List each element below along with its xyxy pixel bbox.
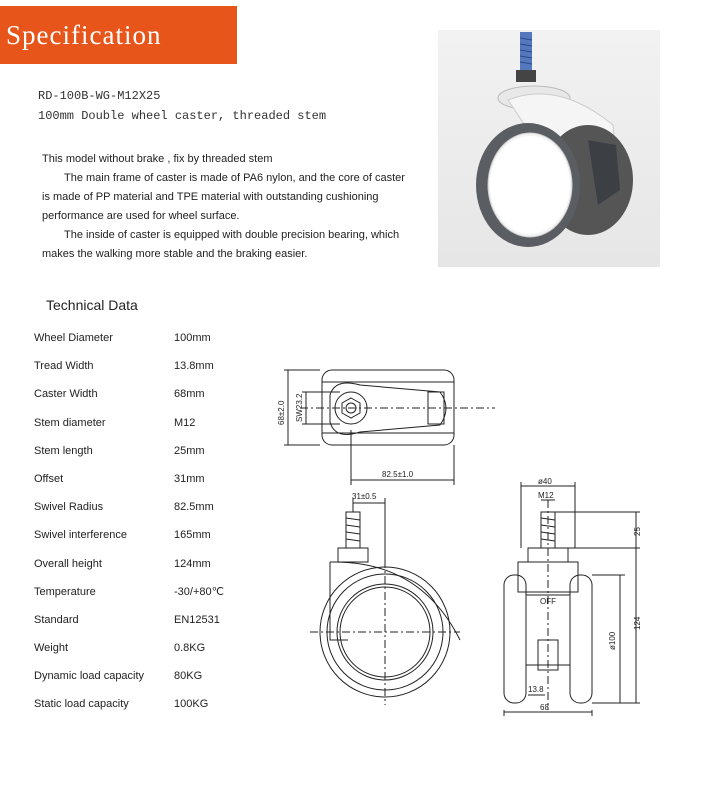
spec-value: M12 [174,416,196,429]
dim-stem-length: 25 [633,527,642,536]
dim-caster-width: 68±2.0 [277,400,286,425]
front-view-drawing [504,482,640,716]
spec-value: -30/+80℃ [174,585,224,598]
spec-label: Wheel Diameter [34,332,113,344]
model-code: RD-100B-WG-M12X25 [38,89,161,103]
brake-label: OFF [540,597,556,606]
side-view-drawing [310,498,460,705]
spec-value: 25mm [174,444,205,457]
spec-value: 31mm [174,472,205,485]
description-line-brake: This model without brake , fix by threaded stem [42,153,273,165]
dim-top-width: ø40 [538,477,552,486]
spec-value: 100mm [174,332,211,344]
spec-label: Standard [34,613,79,626]
description-bearing: The inside of caster is equipped with double precision bearing, which makes the walking more stable and the braking easier. [42,229,400,260]
top-view-drawing [284,370,495,485]
spec-label: Static load capacity [34,698,129,711]
spec-value: EN12531 [174,613,220,626]
dim-stem-thread: M12 [538,491,554,500]
spec-label: Stem length [34,444,93,457]
spec-label: Caster Width [34,388,98,401]
spec-value: 0.8KG [174,642,206,655]
spec-label: Tread Width [34,360,94,373]
spec-label: Swivel Radius [34,501,104,514]
spec-label: Dynamic load capacity [34,670,145,683]
spec-label: Stem diameter [34,416,106,429]
dim-offset: 31±0.5 [352,492,377,501]
spec-value: 124mm [174,557,211,570]
technical-data-title: Technical Data [46,297,138,313]
spec-label: Temperature [34,585,96,598]
spec-label: Weight [34,642,69,655]
dim-overall-height: 124 [633,616,642,630]
dim-wheel-diameter: ø100 [608,631,617,650]
dim-swivel-radius: 82.5±1.0 [382,470,414,479]
specification-banner: Specification [0,6,237,64]
spec-value: 100KG [174,698,209,711]
dim-hex: SW23.2 [295,393,304,422]
model-description: 100mm Double wheel caster, threaded stem [38,109,327,123]
dim-tread-width: 13.8 [528,685,544,694]
spec-value: 68mm [174,388,205,401]
spec-label: Offset [34,472,64,485]
spec-label: Overall height [34,557,102,570]
spec-value: 165mm [174,529,211,542]
dim-overall-width: 68 [540,703,549,712]
spec-value: 82.5mm [174,501,214,514]
description-material: The main frame of caster is made of PA6 nylon, and the core of caster is made of PP material and TPE material with outstanding cushioning performance are used for wheel surface. [42,172,405,222]
spec-value: 13.8mm [174,360,214,373]
spec-label: Swivel interference [34,529,127,542]
spec-value: 80KG [174,670,203,683]
